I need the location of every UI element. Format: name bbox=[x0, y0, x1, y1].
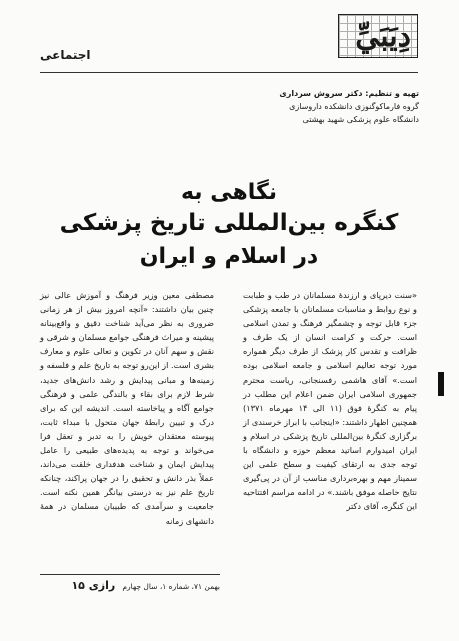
body-column-left bbox=[40, 288, 214, 528]
footer-divider bbox=[40, 574, 220, 575]
article-title-line-3: در اسلام و ایران bbox=[139, 244, 319, 269]
page-edge-mark bbox=[438, 372, 444, 396]
author-affiliation-university: دانشگاه علوم پزشکی شهید بهشتی bbox=[302, 115, 419, 124]
issue-info: بهمن ۷۱، شماره ۱، سال چهارم bbox=[122, 582, 220, 591]
article-title-line-2: کنگره بین‌المللی تاریخ پزشکی bbox=[59, 210, 399, 236]
author-affiliation-dept: گروه فارماکوگنوزی دانشکده داروسازی bbox=[289, 102, 419, 111]
journal-logo bbox=[338, 14, 418, 58]
body-column-right bbox=[243, 288, 417, 514]
body-paragraph-right: «سنت دیرپای و ارزنده‌ٔ مسلمانان در طب و طبابت و نوع روابط و مناسبات مسلمانان با جامعه پزشکی جزء قابل توجه و چشمگیر فرهنگ و تمدن اسلامی است. حرکت و کرامت انسان از یک طرف و ظرافت و تقدس کار پزشک از طرف دیگر همواره مورد توجه تعالیم اسلامی و جامعه اسلامی بوده است.» آقای هاشمی رفسنجانی، ریاست محترم جمهوری اسلامی ایران ضمن اعلام این مطلب در پیام به کنگرهٔ فوق (۱۱ الی ۱۴ مهرماه ۱۳۷۱) همچنین اظهار داشتند: «اینجانب با ابراز خرسندی از برگزاری کنگرهٔ بین‌المللی تاریخ پزشکی در اسلام و ایران امیدوارم اساتید معظم حوزه و دانشگاه با توجه جدی به ارتقای کیفیت و سطح علمی این سمینار مهم و بهره‌برداری مناسب از آن در پی‌گیری نتایج حاصله موفق باشند.» در ادامه مراسم افتتاحیه این کنگره، آقای دکتر bbox=[243, 290, 417, 512]
author-credit: تهیه و تنظیم: دکتر سروش سرداری bbox=[279, 89, 419, 98]
page-footer bbox=[40, 580, 220, 593]
article-title-line-1: نگاهی به bbox=[180, 180, 278, 205]
section-divider bbox=[40, 72, 418, 73]
body-paragraph-left: مصطفی معین وزیر فرهنگ و آموزش عالی نیز چنین بیان داشتند: «آنچه امروز بیش از هر زمانی ضروری به نظر می‌آید شناخت دقیق و واقع‌بینانه پیشینه و میراث فرهنگی جوامع مسلمان و شرقی و نقش و سهم آنان در تکوین و تعالی علوم و معارف بشری است. از این‌رو توجه به تاریخ علم و فلسفه و زمینه‌ها و مبانی پیدایش و رشد دانش‌های جدید، شرط لازم برای بقاء و بالندگی علمی و فرهنگی جوامع آگاه و پیاخاسته است. اندیشه این که برای درک و تبیین رابطهٔ جهان متحول با مبداء ثابت، پیوسته معتقدان خویش را به تدبر و تعقل فرا می‌خواند و توجه به پدیده‌های طبیعی را عامل پیدایش ایمان و شناخت هدفداری خلقت می‌داند، عملاً بذر دانش و تحقیق را در جهان پراکند، چنانکه تاریخ علم نیز به درستی بیانگر همین نکته است. جامعیت و سرآمدی که طبیبان مسلمان در همهٔ دانشهای زمانه bbox=[40, 290, 214, 526]
journal-page-number: رازی ۱۵ bbox=[71, 579, 116, 592]
section-title: اجتماعی bbox=[40, 48, 91, 62]
logo-text: دِيَبَيِّ bbox=[355, 19, 411, 54]
